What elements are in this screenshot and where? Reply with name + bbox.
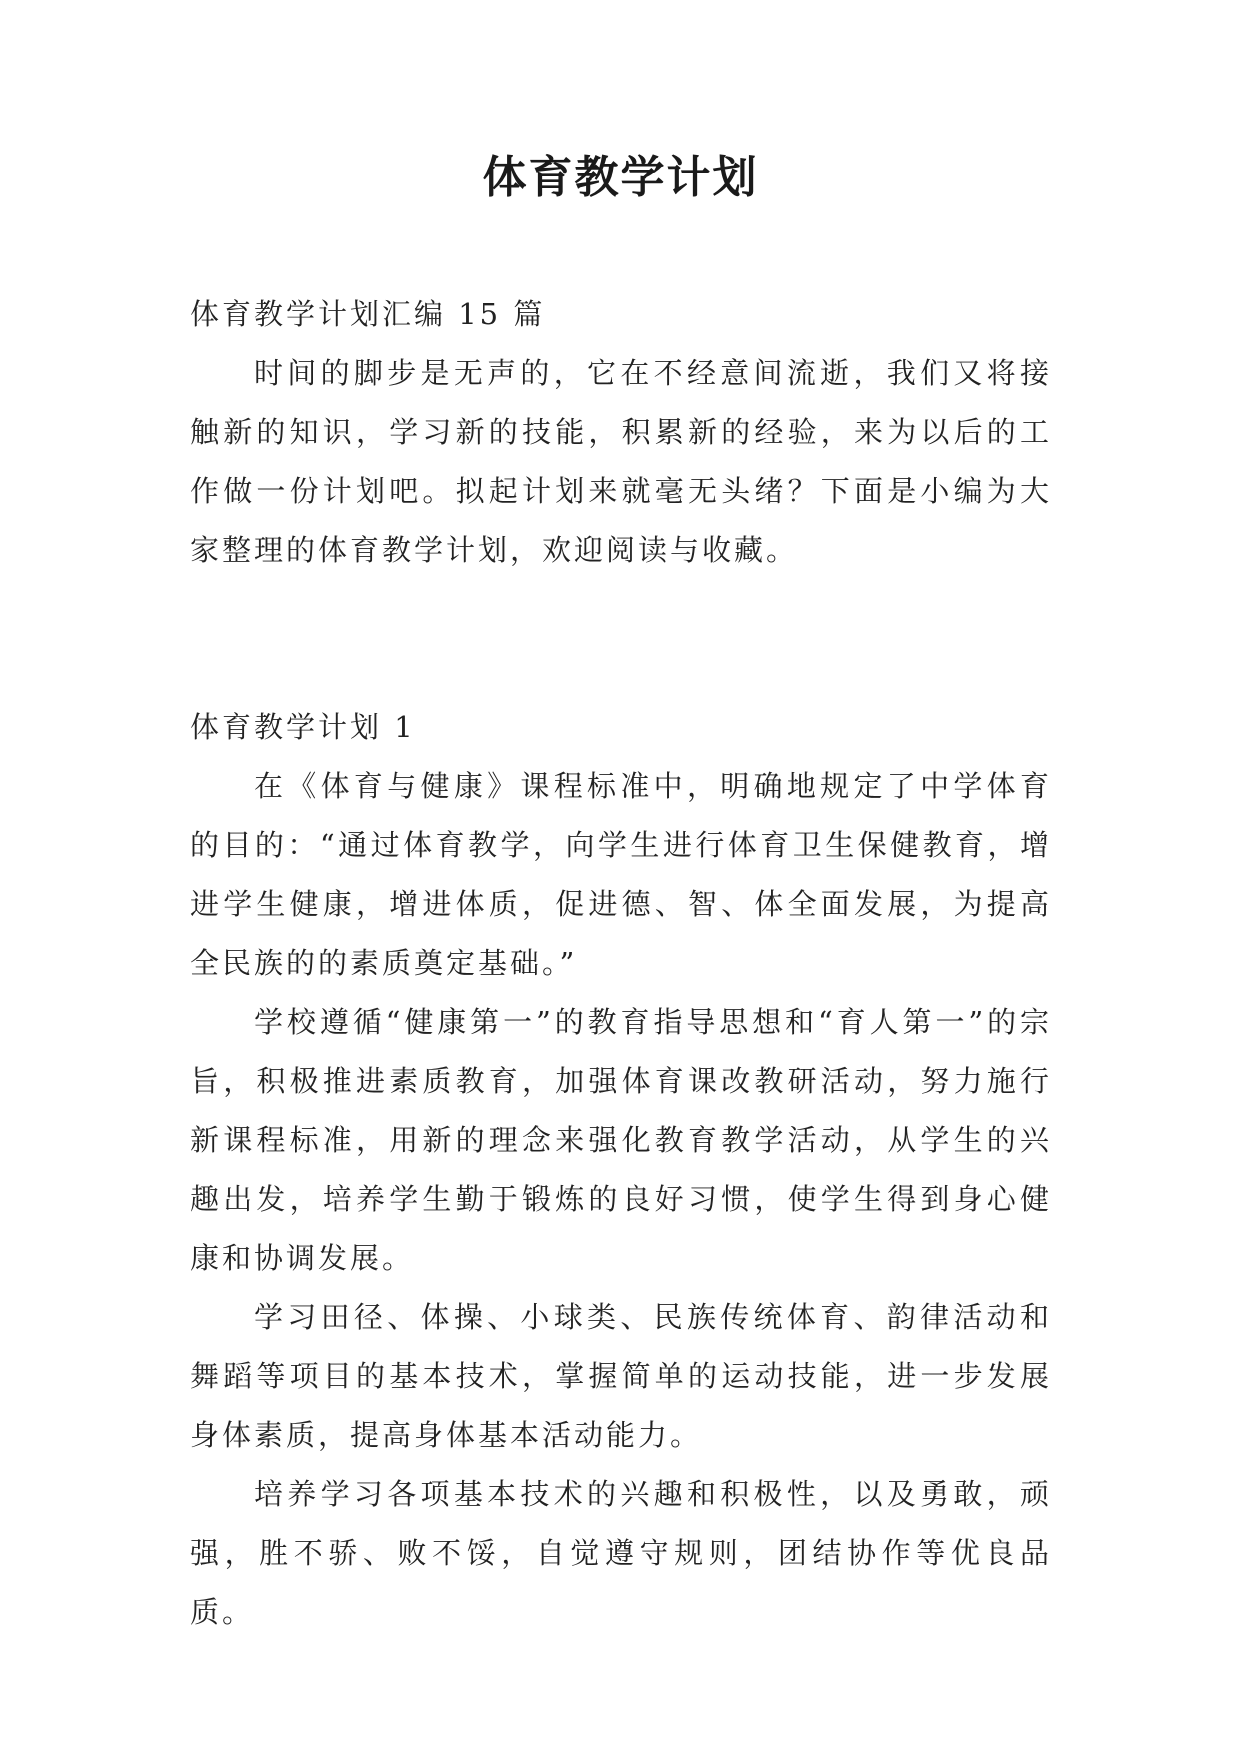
collection-subtitle: 体育教学计划汇编 15 篇: [190, 297, 546, 331]
document-body: [190, 285, 1052, 1642]
body-paragraph: 学习田径、体操、小球类、民族传统体育、韵律活动和舞蹈等项目的基本技术，掌握简单的运动技能，进一步发展身体素质，提高身体基本活动能力。: [190, 1300, 1052, 1452]
section-heading: 体育教学计划 1: [190, 710, 416, 744]
document-title: 体育教学计划: [482, 152, 759, 203]
intro-paragraph: 时间的脚步是无声的，它在不经意间流逝，我们又将接触新的知识，学习新的技能，积累新的经验，来为以后的工作做一份计划吧。拟起计划来就毫无头绪？下面是小编为大家整理的体育教学计划，欢迎阅读与收藏。: [190, 356, 1052, 567]
body-paragraph: 培养学习各项基本技术的兴趣和积极性，以及勇敢，顽强，胜不骄、败不馁，自觉遵守规则，团结协作等优良品质。: [190, 1477, 1052, 1629]
section-spacer: [190, 580, 1052, 698]
body-paragraph: 学校遵循“健康第一”的教育指导思想和“育人第一”的宗旨，积极推进素质教育，加强体育课改教研活动，努力施行新课程标准，用新的理念来强化教育教学活动，从学生的兴趣出发，培养学生勤于锻炼的良好习惯，使学生得到身心健康和协调发展。: [190, 1005, 1052, 1275]
body-paragraph: 在《体育与健康》课程标准中，明确地规定了中学体育的目的：“通过体育教学，向学生进行体育卫生保健教育，增进学生健康，增进体质，促进德、智、体全面发展，为提高全民族的的素质奠定基础。”: [190, 769, 1052, 980]
